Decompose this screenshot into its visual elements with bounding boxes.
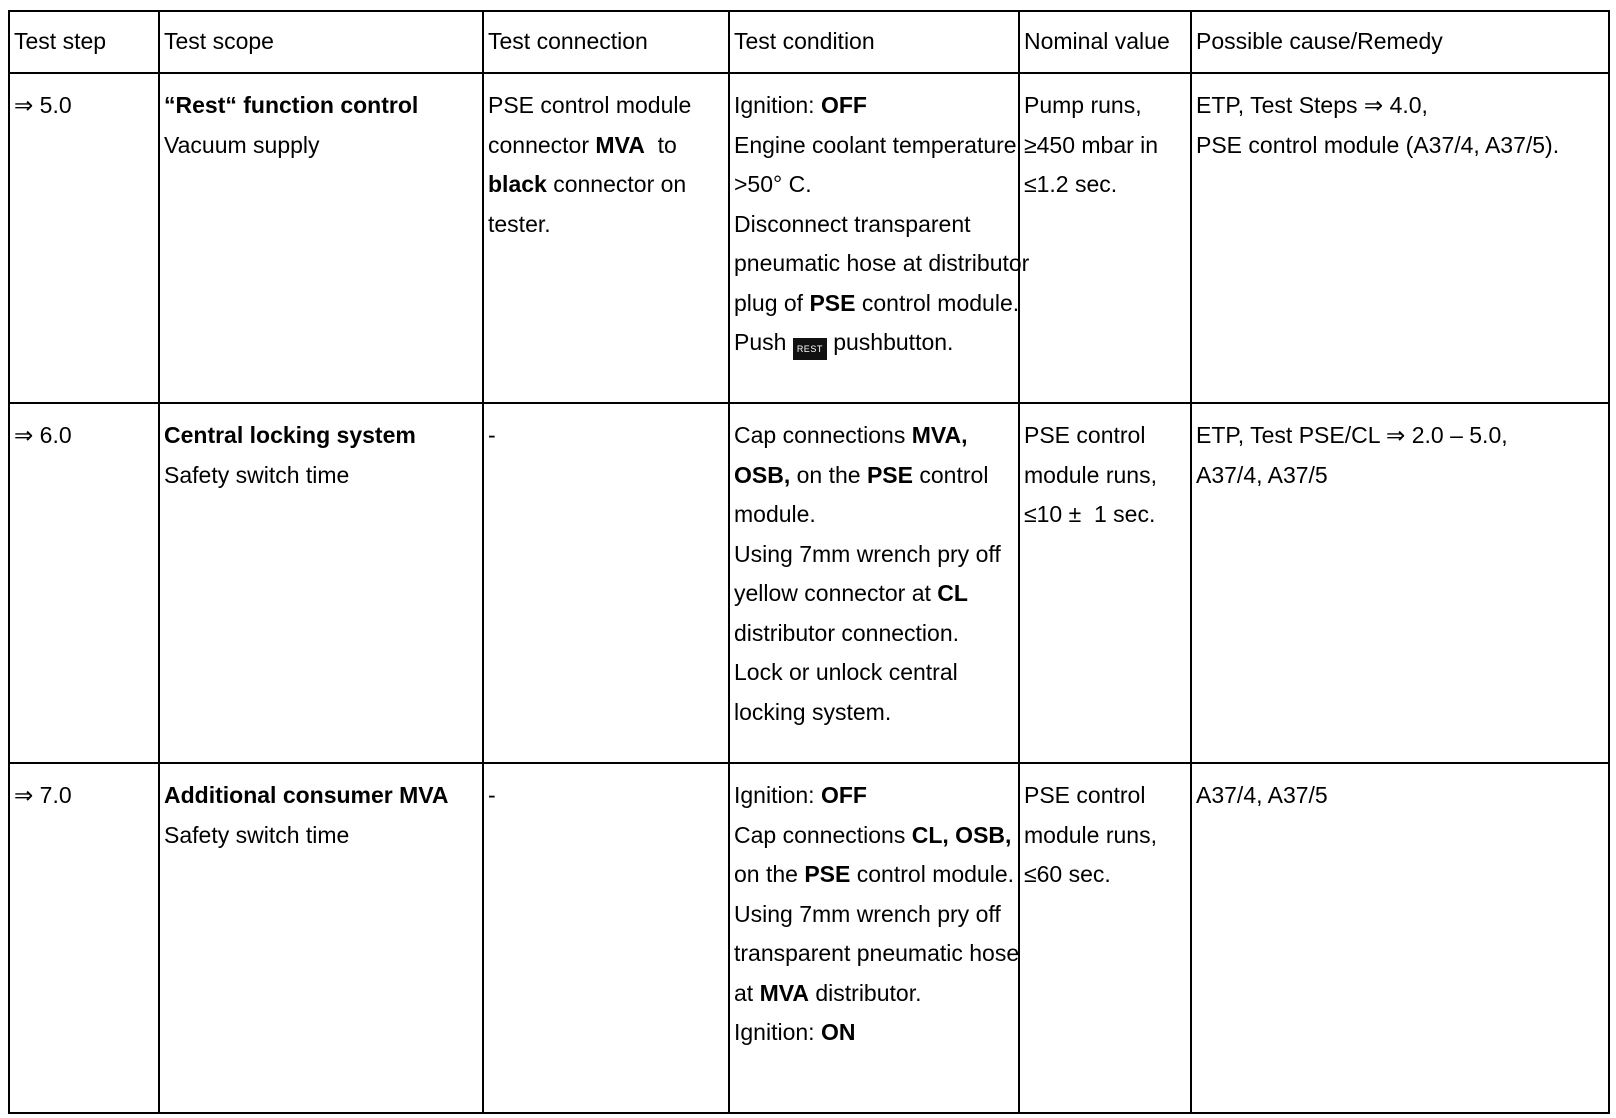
test-step-number: ⇒ 6.0 [14,422,72,448]
table-row [9,403,1609,763]
test-condition-cell: Ignition: OFF Engine coolant temperature >50° C. Disconnect transparent pneumatic hose at distributor plug of PSE control module. Push REST pushbutton. [729,73,1019,403]
scope-subtitle: Safety switch time [164,461,350,488]
test-step-number: ⇒ 5.0 [14,92,72,118]
nominal-value-cell: PSE control module runs, ≤60 sec. [1019,763,1191,1113]
possible-cause-cell: ETP, Test Steps ⇒ 4.0, PSE control module (A37/4, A37/5). [1191,73,1609,403]
test-connection-cell: - [483,403,729,763]
test-condition-cell: Cap connections MVA, OSB, on the PSE control module. Using 7mm wrench pry off yellow connector at CL distributor connection. Lock or unlock central locking system. [729,403,1019,763]
possible-cause-cell: A37/4, A37/5 [1191,763,1609,1113]
test-condition-cell: Ignition: OFF Cap connections CL, OSB, on the PSE control module. Using 7mm wrench pry off transparent pneumatic hose at MVA distributor. Ignition: ON [729,763,1019,1113]
test-connection-cell: PSE control module connector MVA to black connector on tester. [483,73,729,403]
scope-title: Central locking system [164,422,416,448]
scope-title: “Rest“ function control [164,92,419,118]
test-step-cell [9,763,159,1113]
header-test-scope: Test scope [159,11,483,73]
test-step-number: ⇒ 7.0 [14,782,72,808]
test-scope-cell [159,403,483,763]
table-row [9,763,1609,1113]
possible-cause-cell: ETP, Test PSE/CL ⇒ 2.0 – 5.0, A37/4, A37/5 [1191,403,1609,763]
nominal-value-cell: Pump runs, ≥450 mbar in ≤1.2 sec. [1019,73,1191,403]
nominal-value-cell: PSE control module runs, ≤10 ± 1 sec. [1019,403,1191,763]
test-step-cell [9,403,159,763]
header-test-step: Test step [9,11,159,73]
test-step-cell [9,73,159,403]
test-scope-cell [159,763,483,1113]
test-connection-cell: - [483,763,729,1113]
test-scope-cell [159,73,483,403]
header-nominal-value: Nominal value [1019,11,1191,73]
test-procedure-table [8,10,1610,1114]
header-test-connection: Test connection [483,11,729,73]
scope-subtitle: Safety switch time [164,821,350,848]
rest-pushbutton-icon: REST [793,338,827,360]
table-row [9,73,1609,403]
header-row [9,11,1609,73]
scope-title: Additional consumer MVA [164,782,449,808]
header-possible-cause: Possible cause/Remedy [1191,11,1609,73]
header-test-condition: Test condition [729,11,1019,73]
scope-subtitle: Vacuum supply [164,131,320,158]
